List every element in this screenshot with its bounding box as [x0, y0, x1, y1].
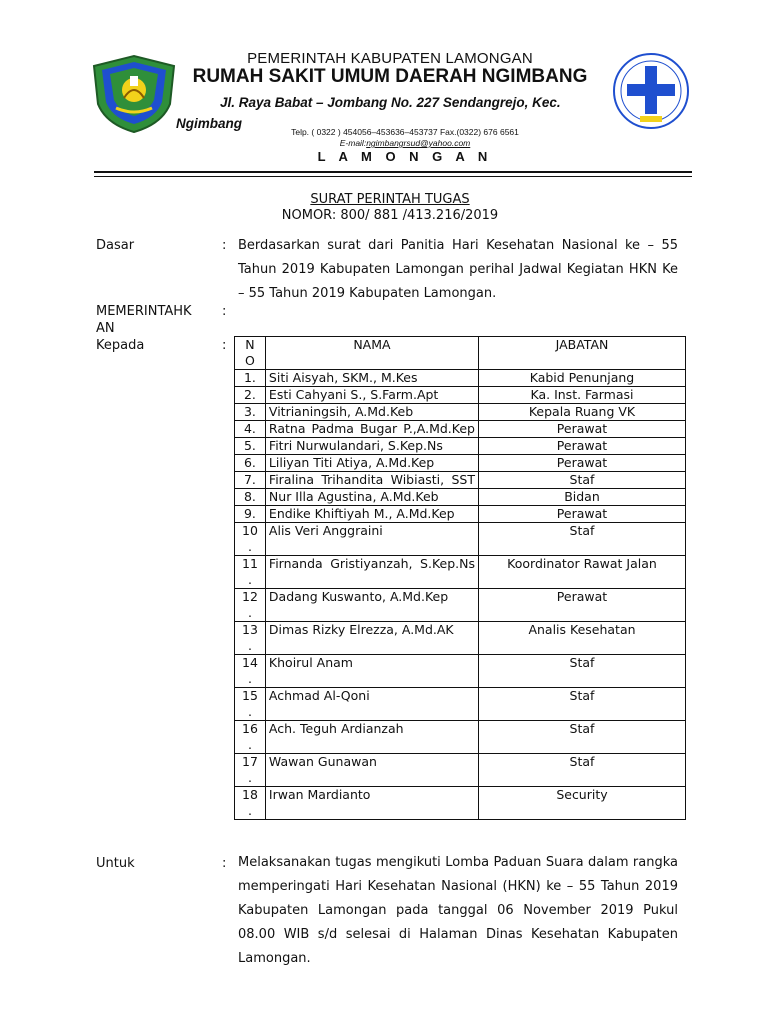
- row-name: Ach. Teguh Ardianzah: [265, 721, 478, 754]
- row-job: Bidan: [478, 489, 685, 506]
- table-row: [235, 721, 686, 754]
- row-number: [235, 688, 266, 721]
- row-name: Esti Cahyani S., S.Farm.Apt: [265, 387, 478, 404]
- table-header-row: [235, 337, 686, 370]
- kepada-colon: :: [222, 338, 227, 353]
- hospital-name: RUMAH SAKIT UMUM DAERAH NGIMBANG: [192, 66, 588, 87]
- row-name: Irwan Mardianto: [265, 787, 478, 820]
- row-name: Khoirul Anam: [265, 655, 478, 688]
- row-number-text: 1.: [243, 370, 256, 385]
- hospital-address: Jl. Raya Babat – Jombang No. 227 Sendangrejo, Kec. Ngimbang: [176, 95, 561, 131]
- row-number-text: 9.: [243, 506, 256, 521]
- row-number-text: 17: [242, 754, 258, 769]
- row-job: Ka. Inst. Farmasi: [478, 387, 685, 404]
- row-number: [235, 438, 266, 455]
- row-job: Perawat: [478, 421, 685, 438]
- table-row: [235, 404, 686, 421]
- row-number-dot: .: [247, 572, 252, 587]
- row-job: Staf: [478, 721, 685, 754]
- row-job: Perawat: [478, 455, 685, 472]
- email-label: E-mail:: [339, 138, 367, 148]
- table-row: [235, 438, 686, 455]
- header-no-text: NO: [245, 337, 255, 368]
- staff-table-body: [235, 370, 686, 820]
- row-number-text: 10: [242, 523, 258, 538]
- table-row: [235, 523, 686, 556]
- untuk-colon: :: [222, 856, 227, 871]
- header-job: JABATAN: [478, 337, 685, 370]
- row-number: [235, 754, 266, 787]
- row-job: Analis Kesehatan: [478, 622, 685, 655]
- row-number-text: 14: [242, 655, 258, 670]
- row-number-text: 5.: [243, 438, 256, 453]
- hospital-phone: Telp. ( 0322 ) 454056–453636–453737 Fax.(0322) 676 6561: [291, 127, 519, 137]
- lamongan-regency-logo: [90, 52, 178, 134]
- header-divider-thin: [94, 176, 692, 177]
- kepada-label: Kepada: [96, 338, 145, 353]
- table-row: [235, 506, 686, 523]
- row-number: [235, 589, 266, 622]
- table-row: [235, 655, 686, 688]
- row-number: [235, 455, 266, 472]
- row-number-text: 6.: [243, 455, 256, 470]
- row-job: Perawat: [478, 506, 685, 523]
- row-number: [235, 404, 266, 421]
- row-job: Koordinator Rawat Jalan: [478, 556, 685, 589]
- row-name: Dadang Kuswanto, A.Md.Kep: [265, 589, 478, 622]
- document-number: NOMOR: 800/ 881 /413.216/2019: [281, 208, 499, 223]
- table-row: [235, 455, 686, 472]
- row-job: Staf: [478, 472, 685, 489]
- document-title: SURAT PERINTAH TUGAS: [310, 192, 470, 207]
- row-number: [235, 523, 266, 556]
- row-number-dot: .: [247, 671, 252, 686]
- email-address[interactable]: ngimbangrsud@yahoo.com: [366, 138, 471, 148]
- row-number: [235, 421, 266, 438]
- header-no: [235, 337, 266, 370]
- row-name: Dimas Rizky Elrezza, A.Md.AK: [265, 622, 478, 655]
- row-number-dot: .: [247, 638, 252, 653]
- row-number: [235, 721, 266, 754]
- table-row: [235, 787, 686, 820]
- row-number: [235, 387, 266, 404]
- row-name: Wawan Gunawan: [265, 754, 478, 787]
- memerintahkan-label-line2: AN: [96, 321, 115, 336]
- row-number-text: 7.: [243, 472, 256, 487]
- row-name: Fitri Nurwulandari, S.Kep.Ns: [265, 438, 478, 455]
- rsud-ngimbang-logo: [612, 52, 690, 130]
- memerintahkan-colon: :: [222, 304, 227, 319]
- city-name: L A M O N G A N: [317, 149, 493, 164]
- row-number-text: 3.: [243, 404, 256, 419]
- row-number-text: 11: [242, 556, 258, 571]
- row-name: Vitrianingsih, A.Md.Keb: [265, 404, 478, 421]
- row-number-dot: .: [247, 605, 252, 620]
- row-job: Perawat: [478, 438, 685, 455]
- table-row: [235, 370, 686, 387]
- row-name: Achmad Al-Qoni: [265, 688, 478, 721]
- row-number-dot: .: [247, 803, 252, 818]
- table-row: [235, 754, 686, 787]
- row-name: Nur Illa Agustina, A.Md.Keb: [265, 489, 478, 506]
- table-row: [235, 589, 686, 622]
- table-row: [235, 421, 686, 438]
- row-name: Liliyan Titi Atiya, A.Md.Kep: [265, 455, 478, 472]
- government-name: PEMERINTAH KABUPATEN LAMONGAN: [247, 50, 533, 67]
- row-job: Staf: [478, 688, 685, 721]
- row-name: Firnanda Gristiyanzah, S.Kep.Ns: [265, 556, 478, 589]
- row-number-text: 16: [242, 721, 258, 736]
- row-number-dot: .: [247, 539, 252, 554]
- row-name: Alis Veri Anggraini: [265, 523, 478, 556]
- row-number: [235, 506, 266, 523]
- row-job: Staf: [478, 655, 685, 688]
- row-number-text: 13: [242, 622, 258, 637]
- row-name: Siti Aisyah, SKM., M.Kes: [265, 370, 478, 387]
- row-number-text: 15: [242, 688, 258, 703]
- row-number: [235, 556, 266, 589]
- row-job: Security: [478, 787, 685, 820]
- table-row: [235, 489, 686, 506]
- staff-table: [234, 336, 686, 820]
- row-number-text: 18: [242, 787, 258, 802]
- row-number-text: 2.: [243, 387, 256, 402]
- row-number: [235, 370, 266, 387]
- row-job: Kepala Ruang VK: [478, 404, 685, 421]
- row-number-text: 4.: [243, 421, 256, 436]
- row-number-dot: .: [247, 737, 252, 752]
- row-number: [235, 472, 266, 489]
- hospital-email-line: [210, 138, 600, 148]
- row-number: [235, 655, 266, 688]
- dasar-colon: :: [222, 238, 227, 253]
- row-number-text: 8.: [243, 489, 256, 504]
- table-row: [235, 556, 686, 589]
- row-number: [235, 622, 266, 655]
- dasar-text: Berdasarkan surat dari Panitia Hari Kesehatan Nasional ke – 55 Tahun 2019 Kabupaten Lamongan perihal Jadwal Kegiatan HKN Ke – 55 Tahun 2019 Kabupaten Lamongan.: [238, 238, 678, 301]
- table-row: [235, 688, 686, 721]
- header-divider-thick: [94, 171, 692, 173]
- header-name: NAMA: [265, 337, 478, 370]
- row-name: Firalina Trihandita Wibiasti, SST: [265, 472, 478, 489]
- table-row: [235, 622, 686, 655]
- row-name: Ratna Padma Bugar P.,A.Md.Kep: [265, 421, 478, 438]
- row-job: Staf: [478, 523, 685, 556]
- row-job: Staf: [478, 754, 685, 787]
- table-row: [235, 387, 686, 404]
- row-name: Endike Khiftiyah M., A.Md.Kep: [265, 506, 478, 523]
- dasar-label: Dasar: [96, 238, 135, 253]
- memerintahkan-label-line1: MEMERINTAHK: [96, 304, 192, 319]
- row-number-text: 12: [242, 589, 258, 604]
- row-number: [235, 489, 266, 506]
- row-number: [235, 787, 266, 820]
- row-job: Perawat: [478, 589, 685, 622]
- row-number-dot: .: [247, 770, 252, 785]
- table-row: [235, 472, 686, 489]
- row-job: Kabid Penunjang: [478, 370, 685, 387]
- row-number-dot: .: [247, 704, 252, 719]
- untuk-label: Untuk: [96, 856, 135, 871]
- untuk-text: Melaksanakan tugas mengikuti Lomba Paduan Suara dalam rangka memperingati Hari Kesehatan Nasional (HKN) ke – 55 Tahun 2019 Kabupaten Lamongan pada tanggal 06 November 2019 Pukul 08.00 WIB s/d selesai di Halaman Dinas Kesehatan Kabupaten Lamongan.: [238, 855, 678, 966]
